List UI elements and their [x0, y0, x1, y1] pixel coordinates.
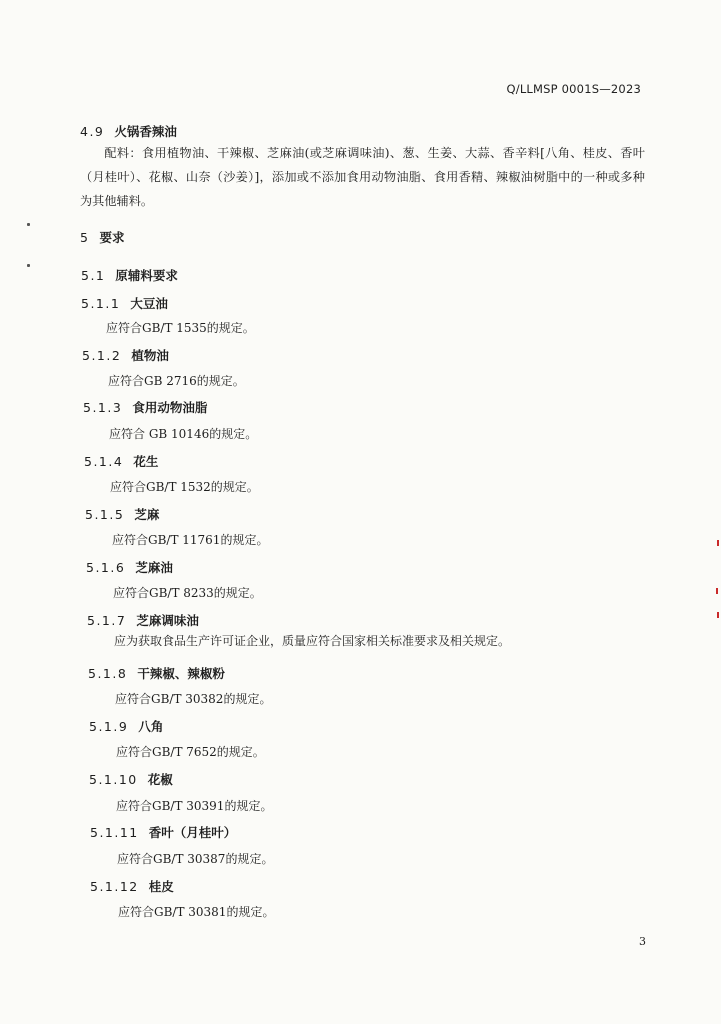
subsection-title: 花生 — [133, 454, 159, 469]
subsection-text: 应符合GB/T 1535的规定。 — [106, 321, 255, 335]
subsection-text: 应符合GB/T 30387的规定。 — [117, 852, 274, 866]
subsection-heading — [88, 664, 225, 682]
subsection-number: 5.1.3 — [83, 400, 123, 415]
subsection-text: 应符合GB/T 8233的规定。 — [113, 586, 262, 600]
subsection-number: 5.1.8 — [88, 666, 128, 681]
subsection-title: 花椒 — [147, 772, 173, 787]
subsection-title: 桂皮 — [148, 879, 174, 894]
section-title: 要求 — [99, 230, 125, 245]
subsection-heading — [81, 294, 168, 312]
subsection-title: 食用动物油脂 — [132, 400, 208, 415]
subsection-heading — [86, 558, 173, 576]
subsection-heading — [84, 452, 158, 470]
subsection-text: 应符合GB/T 30391的规定。 — [116, 799, 273, 813]
scan-speck — [27, 223, 30, 226]
subsection-text: 应符合GB/T 7652的规定。 — [116, 745, 265, 759]
subsection-title: 八角 — [138, 719, 164, 734]
subsection-text: 应符合GB/T 11761的规定。 — [112, 533, 269, 547]
scan-speck — [27, 264, 30, 267]
subsection-heading — [85, 505, 159, 523]
scan-edge-mark — [717, 612, 719, 618]
subsection-number: 5.1.9 — [89, 719, 129, 734]
section-heading-5-1 — [81, 266, 178, 284]
subsection-heading — [82, 346, 169, 364]
section-title: 火锅香辣油 — [114, 124, 177, 139]
document-code: Q/LLMSP 0001S—2023 — [506, 82, 641, 96]
subsection-title: 大豆油 — [130, 296, 168, 311]
page-number: 3 — [639, 935, 646, 948]
section-number: 5.1 — [81, 268, 106, 283]
subsection-heading — [87, 611, 199, 629]
ingredients-paragraph — [80, 141, 645, 213]
subsection-number: 5.1.6 — [86, 560, 126, 575]
paragraph-text: 配料：食用植物油、干辣椒、芝麻油(或芝麻调味油)、葱、生姜、大蒜、香辛料[八角、桂皮、香叶（月桂叶）、花椒、山奈（沙姜）]，添加或不添加食用动物油脂、食用香精、辣椒油树脂中的一种或多种为其他辅料。 — [80, 146, 645, 208]
subsection-text: 应符合GB/T 30381的规定。 — [118, 905, 275, 919]
subsection-title: 芝麻调味油 — [136, 613, 199, 628]
subsection-title: 植物油 — [131, 348, 169, 363]
subsection-heading — [89, 770, 173, 788]
section-heading-5 — [80, 228, 124, 246]
subsection-number: 5.1.4 — [84, 454, 124, 469]
subsection-title: 芝麻 — [134, 507, 160, 522]
subsection-title: 香叶（月桂叶） — [148, 825, 237, 840]
subsection-title: 干辣椒、辣椒粉 — [137, 666, 225, 681]
subsection-number: 5.1.7 — [87, 613, 127, 628]
subsection-number: 5.1.2 — [82, 348, 122, 363]
section-number: 4.9 — [80, 124, 105, 139]
subsection-number: 5.1.12 — [90, 879, 139, 894]
subsection-title: 芝麻油 — [135, 560, 173, 575]
subsection-heading — [90, 877, 174, 895]
section-number: 5 — [80, 230, 90, 245]
subsection-text: 应符合GB/T 30382的规定。 — [115, 692, 272, 706]
section-title: 原辅料要求 — [115, 268, 178, 283]
subsection-text: 应符合GB 2716的规定。 — [108, 374, 245, 388]
scan-edge-mark — [716, 588, 718, 594]
subsection-heading — [90, 823, 236, 841]
subsection-text: 应符合GB/T 1532的规定。 — [110, 480, 259, 494]
subsection-heading — [83, 398, 207, 416]
subsection-number: 5.1.5 — [85, 507, 125, 522]
subsection-heading — [89, 717, 163, 735]
scan-edge-mark — [717, 540, 719, 546]
section-heading-4-9 — [80, 122, 177, 140]
subsection-text: 应符合 GB 10146的规定。 — [109, 427, 258, 441]
subsection-text: 应为获取食品生产许可证企业，质量应符合国家相关标准要求及相关规定。 — [114, 634, 511, 648]
subsection-number: 5.1.1 — [81, 296, 121, 311]
subsection-number: 5.1.10 — [89, 772, 138, 787]
subsection-number: 5.1.11 — [90, 825, 139, 840]
